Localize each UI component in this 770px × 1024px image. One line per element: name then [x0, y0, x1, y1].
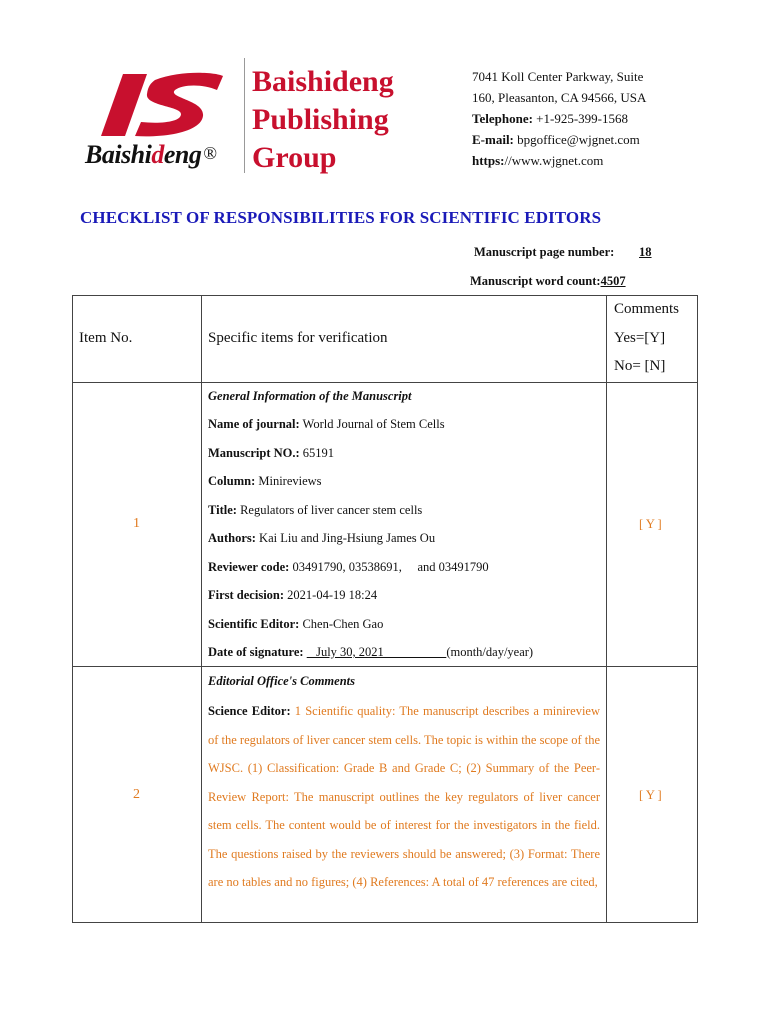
header-yes: Yes=[Y] [614, 330, 666, 346]
manuscript-title: Title: Regulators of liver cancer stem cells [208, 503, 423, 517]
column: Column: Minireviews [208, 474, 322, 488]
word-count: Manuscript word count:4507 [470, 274, 626, 288]
row-1-verification-mark: [ Y ] [639, 517, 662, 531]
science-editor-comment: Science Editor: 1 Scientific quality: The manuscript describes a minireview of the regulators of liver cancer stem cells. The topic is within the scope of the WJSC. (1) Classification: Grade B and Grade C; (2) Summary of the Peer-Review Report: The manuscript outlines the key regulators of liver cancer stem cells. The content would be of interest for the investigators in the field. The questions raised by the reviewers should be answered; (3) Format: There are no tables and no figures; (4) References: A total of 47 references are cited, [208, 704, 601, 889]
row-2-number: 2 [133, 787, 140, 802]
row-1-section-title: General Information of the Manuscript [208, 389, 412, 403]
scientific-editor: Scientific Editor: Chen-Chen Gao [208, 617, 384, 631]
row-2-section-title: Editorial Office's Comments [208, 674, 355, 688]
reviewer-code: Reviewer code: 03491790, 03538691, and 03491790 [208, 560, 489, 574]
address-line-2: 160, Pleasanton, CA 94566, USA [472, 90, 647, 105]
document-title: CHECKLIST OF RESPONSIBILITIES FOR SCIENTIFIC EDITORS [80, 208, 602, 227]
row-1-number: 1 [133, 516, 140, 531]
header-divider [244, 58, 245, 173]
baishideng-logo-mark [85, 70, 245, 140]
email[interactable]: E-mail: bpgoffice@wjgnet.com [472, 132, 640, 147]
header-no: No= [N] [614, 358, 666, 374]
row-2-verification-mark: [ Y ] [639, 788, 662, 802]
header-comments: Comments [614, 301, 680, 317]
first-decision: First decision: 2021-04-19 18:24 [208, 588, 378, 602]
baishideng-wordmark: Baishideng ® [85, 140, 217, 169]
manuscript-no: Manuscript NO.: 65191 [208, 446, 335, 460]
table-divider [606, 295, 607, 923]
telephone: Telephone: +1-925-399-1568 [472, 111, 628, 126]
date-of-signature: Date of signature: July 30, 2021 (month/day/year) [208, 645, 534, 659]
header-specific-items: Specific items for verification [208, 330, 388, 346]
header-item-no: Item No. [79, 330, 133, 346]
page-number: Manuscript page number: 18 [474, 245, 652, 259]
address-line-1: 7041 Koll Center Parkway, Suite [472, 69, 644, 84]
brand-line-3: Group [252, 141, 337, 174]
table-divider [201, 295, 202, 923]
brand-line-1: Baishideng [252, 65, 394, 98]
journal-name: Name of journal: World Journal of Stem Cells [208, 417, 445, 431]
authors: Authors: Kai Liu and Jing-Hsiung James Ou [208, 531, 436, 545]
website[interactable]: https://www.wjgnet.com [472, 153, 604, 168]
brand-line-2: Publishing [252, 103, 389, 136]
